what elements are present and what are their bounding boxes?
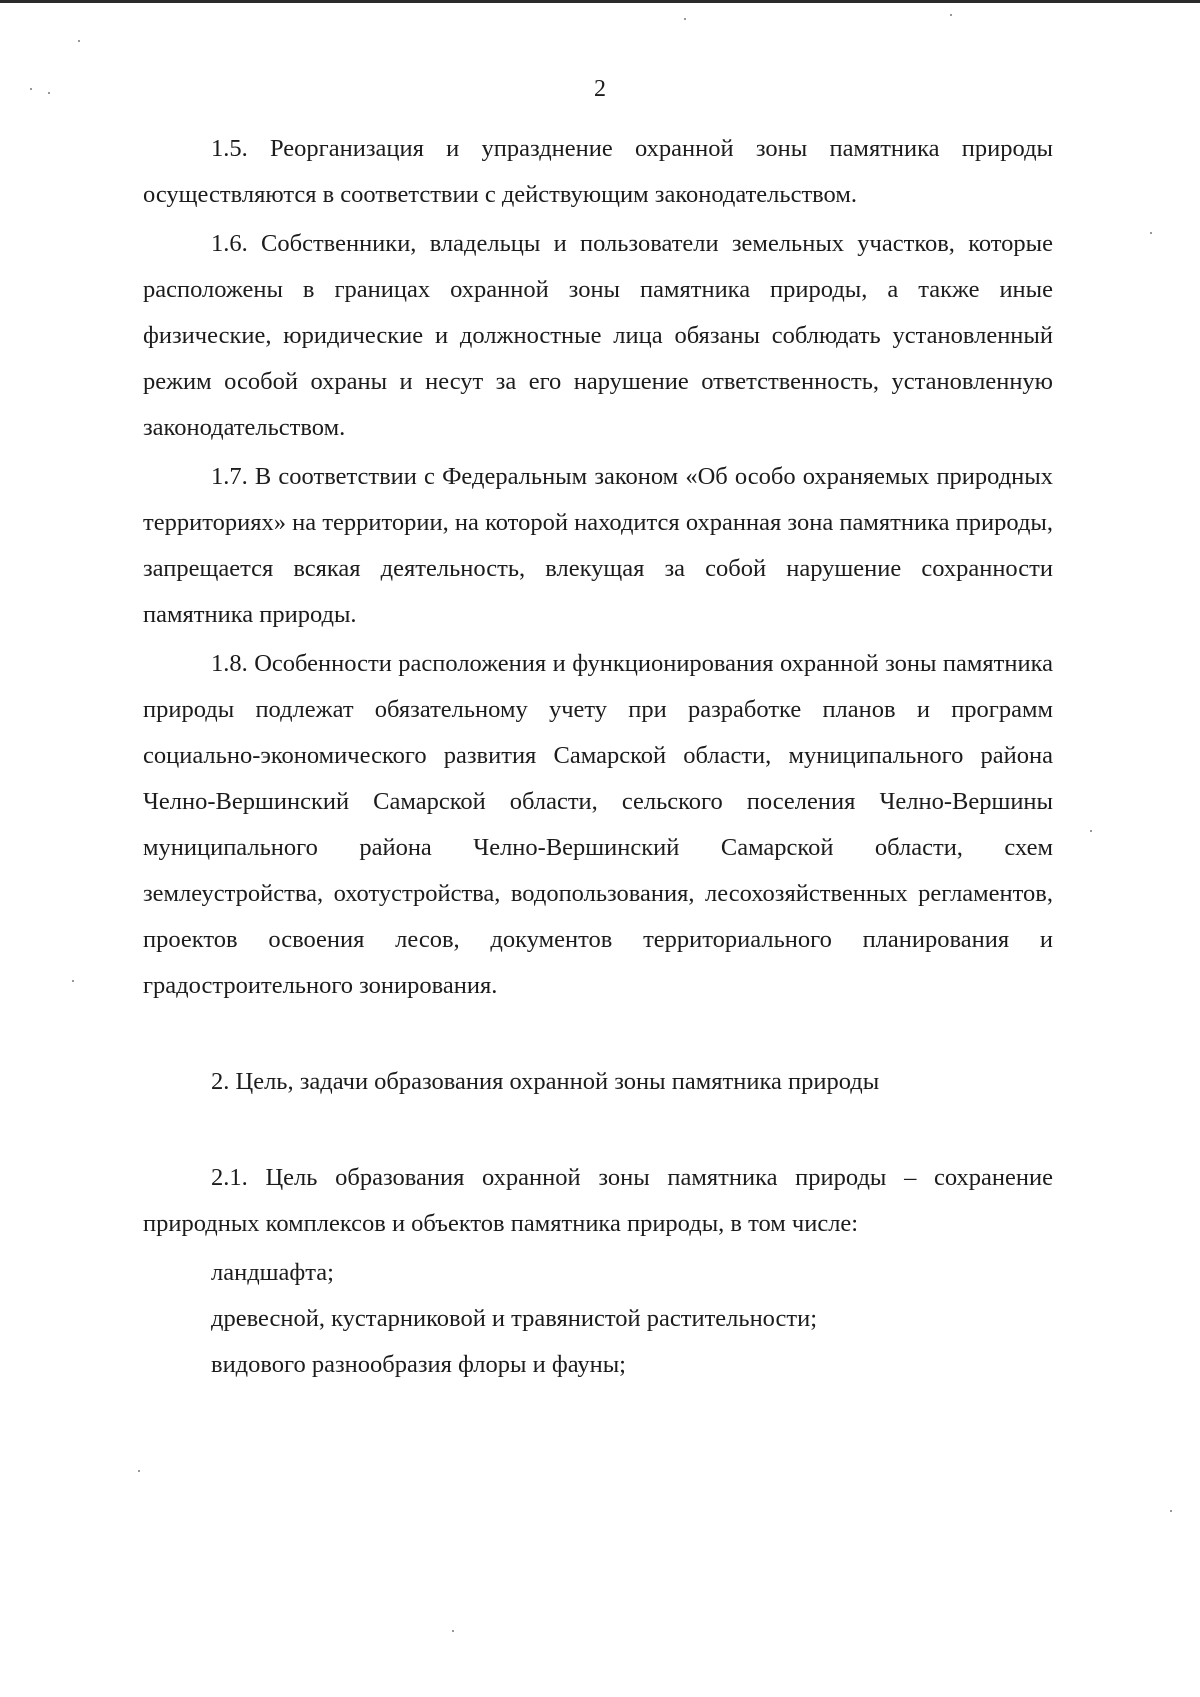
document-body	[143, 126, 1053, 1388]
paragraph-2-1: 2.1. Цель образования охранной зоны памятника природы – сохранение природных комплексов и объектов памятника природы, в том числе:	[143, 1164, 1053, 1237]
list-item: древесной, кустарниковой и травянистой растительности;	[211, 1305, 818, 1332]
page-number: 2	[594, 76, 606, 102]
paragraph-1-8: 1.8. Особенности расположения и функционирования охранной зоны памятника природы подлежат обязательному учету при разработке планов и программ социально-экономического развития Самарской области, муниципального района Челно-Вершинский Самарской области, сельского поселения Челно-Вершины муниципального района Челно-Вершинский Самарской области, схем землеустройства, охотустройства, водопользования, лесохозяйственных регламентов, проектов освоения лесов, документов территориального планирования и градостроительного зонирования.	[143, 650, 1053, 999]
list-item: видового разнообразия флоры и фауны;	[211, 1351, 626, 1378]
scan-speck	[48, 92, 50, 94]
scan-speck	[72, 980, 74, 982]
paragraph-1-6: 1.6. Собственники, владельцы и пользователи земельных участков, которые расположены в границах охранной зоны памятника природы, а также иные физические, юридические и должностные лица обязаны соблюдать установленный режим особой охраны и несут за его нарушение ответственность, установленную законодательством.	[143, 230, 1053, 441]
scan-speck	[30, 88, 32, 90]
scan-speck	[950, 14, 952, 16]
scan-speck	[138, 1470, 140, 1472]
paragraph-1-5: 1.5. Реорганизация и упразднение охранной зоны памятника природы осуществляются в соответствии с действующим законодательством.	[143, 135, 1053, 208]
scan-top-edge	[0, 0, 1200, 3]
goals-list	[143, 1250, 1053, 1388]
scan-speck	[684, 18, 686, 20]
scan-speck	[452, 1630, 454, 1632]
scan-speck	[1150, 232, 1152, 234]
scan-speck	[78, 40, 80, 42]
list-item: ландшафта;	[211, 1259, 334, 1286]
scan-speck	[1090, 830, 1092, 832]
section-heading: 2. Цель, задачи образования охранной зоны памятника природы	[211, 1068, 880, 1095]
paragraph-1-7: 1.7. В соответствии с Федеральным законом «Об особо охраняемых природных территориях» на территории, на которой находится охранная зона памятника природы, запрещается всякая деятельность, влекущая за собой нарушение сохранности памятника природы.	[143, 463, 1053, 628]
scan-speck	[1170, 1510, 1172, 1512]
